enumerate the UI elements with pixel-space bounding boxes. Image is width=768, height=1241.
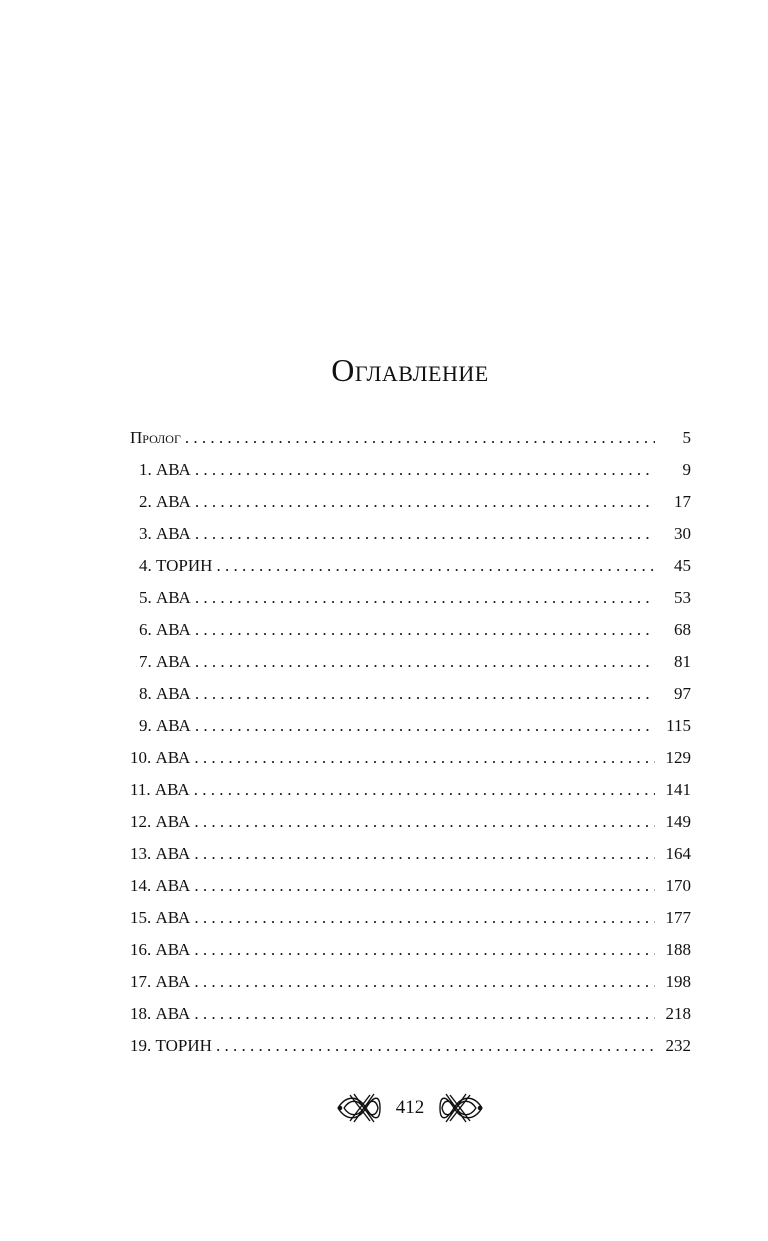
dot-leader	[195, 710, 655, 742]
toc-entry-label: 9. АВА	[139, 716, 191, 735]
toc-entry-page: 30	[674, 524, 691, 543]
toc-entry-label: 17. АВА	[130, 972, 191, 991]
celtic-knot-ornament-icon	[336, 1091, 382, 1125]
toc-entry-label: 5. АВА	[139, 588, 191, 607]
toc-entry-chapter-5[interactable]	[130, 582, 691, 614]
dot-leader	[195, 454, 655, 486]
toc-entry-label: 4. ТОРИН	[139, 556, 213, 575]
table-of-contents	[130, 422, 691, 1062]
toc-entry-page: 188	[665, 940, 691, 959]
celtic-knot-ornament-icon	[438, 1091, 484, 1125]
toc-entry-label: 8. АВА	[139, 684, 191, 703]
toc-entry-page: 53	[674, 588, 691, 607]
toc-entry-label: 3. АВА	[139, 524, 191, 543]
toc-entry-prologue[interactable]	[130, 422, 691, 454]
dot-leader	[195, 614, 655, 646]
toc-entry-label: 1. АВА	[139, 460, 191, 479]
toc-entry-page: 164	[665, 844, 691, 863]
dot-leader	[194, 742, 655, 774]
toc-entry-page: 68	[674, 620, 691, 639]
dot-leader	[216, 550, 655, 582]
toc-entry-chapter-3[interactable]	[130, 518, 691, 550]
dot-leader	[195, 678, 655, 710]
toc-entry-chapter-8[interactable]	[130, 678, 691, 710]
toc-entry-chapter-2[interactable]	[130, 486, 691, 518]
dot-leader	[194, 902, 655, 934]
toc-entry-page: 17	[674, 492, 691, 511]
toc-entry-label: 18. АВА	[130, 1004, 191, 1023]
toc-entry-page: 9	[682, 460, 691, 479]
dot-leader	[194, 806, 655, 838]
dot-leader	[195, 646, 655, 678]
page-title: Оглавление	[331, 352, 489, 388]
toc-entry-page: 45	[674, 556, 691, 575]
toc-entry-page: 81	[674, 652, 691, 671]
toc-entry-chapter-12[interactable]	[130, 806, 691, 838]
toc-entry-page: 141	[665, 780, 691, 799]
toc-entry-label: 16. АВА	[130, 940, 191, 959]
toc-entry-chapter-15[interactable]	[130, 902, 691, 934]
dot-leader	[194, 870, 655, 902]
toc-entry-label: 19. ТОРИН	[130, 1036, 212, 1055]
dot-leader	[194, 934, 655, 966]
toc-entry-chapter-11[interactable]	[130, 774, 691, 806]
toc-entry-chapter-17[interactable]	[130, 966, 691, 998]
toc-entry-label: 15. АВА	[130, 908, 191, 927]
toc-entry-label: 6. АВА	[139, 620, 191, 639]
dot-leader	[195, 486, 655, 518]
toc-entry-page: 198	[665, 972, 691, 991]
toc-entry-page: 170	[665, 876, 691, 895]
toc-entry-page: 177	[665, 908, 691, 927]
toc-entry-label: 14. АВА	[130, 876, 191, 895]
toc-entry-label: 11. АВА	[130, 780, 190, 799]
toc-entry-page: 129	[665, 748, 691, 767]
page-footer	[0, 1088, 768, 1128]
toc-entry-label: 2. АВА	[139, 492, 191, 511]
toc-entry-chapter-6[interactable]	[130, 614, 691, 646]
toc-entry-page: 149	[665, 812, 691, 831]
toc-entry-chapter-16[interactable]	[130, 934, 691, 966]
toc-entry-chapter-10[interactable]	[130, 742, 691, 774]
toc-entry-chapter-19[interactable]	[130, 1030, 691, 1062]
toc-entry-label: 12. АВА	[130, 812, 191, 831]
dot-leader	[185, 422, 655, 454]
dot-leader	[216, 1030, 655, 1062]
toc-entry-chapter-14[interactable]	[130, 870, 691, 902]
toc-entry-chapter-1[interactable]	[130, 454, 691, 486]
dot-leader	[194, 774, 655, 806]
toc-entry-page: 115	[666, 716, 691, 735]
toc-entry-page: 97	[674, 684, 691, 703]
toc-entry-label: Пролог	[130, 428, 181, 447]
page-number: 412	[395, 1097, 425, 1118]
toc-entry-chapter-18[interactable]	[130, 998, 691, 1030]
toc-entry-label: 13. АВА	[130, 844, 191, 863]
toc-entry-page: 5	[682, 428, 691, 447]
dot-leader	[195, 518, 655, 550]
toc-entry-page: 218	[665, 1004, 691, 1023]
toc-entry-page: 232	[665, 1036, 691, 1055]
toc-entry-label: 10. АВА	[130, 748, 191, 767]
dot-leader	[194, 966, 655, 998]
toc-entry-chapter-7[interactable]	[130, 646, 691, 678]
dot-leader	[195, 582, 655, 614]
toc-entry-chapter-4[interactable]	[130, 550, 691, 582]
toc-entry-label: 7. АВА	[139, 652, 191, 671]
toc-entry-chapter-13[interactable]	[130, 838, 691, 870]
toc-entry-chapter-9[interactable]	[130, 710, 691, 742]
dot-leader	[194, 838, 655, 870]
dot-leader	[194, 998, 655, 1030]
